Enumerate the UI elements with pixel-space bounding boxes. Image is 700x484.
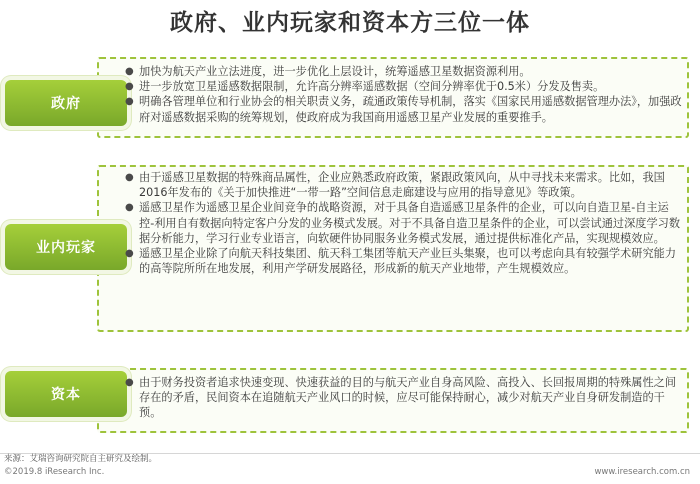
list-item: ● 由于财务投资者追求快速变现、快速获益的目的与航天产业自身高风险、高投入、长回报周期的特殊属性之间存在的矛盾，民间资本在追随航天产业风口的时候，应尽可能保持耐心，减少对航天产业自身研发制造的干预。: [125, 376, 677, 420]
list-item: ● 进一步放宽卫星遥感数据限制，允许高分辨率遥感数据（空间分辨率优于0.5米）分发及售卖。: [125, 80, 605, 94]
bullet-icon: ●: [125, 202, 134, 214]
list-item: ● 遥感卫星企业除了向航天科技集团、航天科工集团等航天产业巨头集聚，也可以考虑向具有较强学术研究能力的高等院所所在地发展，利用产学研发展路径，形成新的航天产业地带，产生规模效应。: [125, 247, 677, 276]
capital-label: 资本: [5, 371, 127, 417]
government-bullets: [125, 64, 683, 125]
bullet-icon: ●: [125, 248, 134, 260]
list-item: ● 明确各管理单位和行业协会的相关职责义务，疏通政策传导机制，落实《国家民用遥感数据管理办法》，加强政府对遥感数据采购的统筹规划，使政府成为我国商用遥感卫星产业发展的重要推手。: [125, 95, 682, 124]
bullet-icon: ●: [125, 81, 134, 93]
source-note: 来源：艾瑞咨询研究院自主研究及绘制。: [4, 454, 158, 464]
government-label: 政府: [5, 80, 127, 126]
bullet-icon: ●: [125, 96, 134, 108]
list-item: ● 加快为航天产业立法进度，进一步优化上层设计，统筹遥感卫星数据资源利用。: [125, 65, 531, 78]
industry-players-label: 业内玩家: [5, 224, 127, 270]
bullet-icon: ●: [125, 172, 134, 183]
capital-bullets: [125, 375, 683, 421]
website-link[interactable]: www.iresearch.com.cn: [594, 467, 690, 477]
bullet-icon: ●: [125, 66, 134, 77]
industry-players-bullets: [125, 170, 683, 276]
page-title: 政府、业内玩家和资本方三位一体: [170, 10, 530, 36]
list-item: ● 由于遥感卫星数据的特殊商品属性，企业应熟悉政府政策，紧跟政策风向，从中寻找未来需求。比如，我国2016年发布的《关于加快推进“一带一路”空间信息走廊建设与应用的指导意见》等政策。: [125, 171, 665, 200]
copyright: ©2019.8 iResearch Inc.: [4, 467, 105, 477]
bullet-icon: ●: [125, 377, 134, 388]
list-item: ● 遥感卫星作为遥感卫星企业间竞争的战略资源，对于具备自造遥感卫星条件的企业，可以向自造卫星-自主运控-利用自有数据向特定客户分发的业务模式发展。对于不具备自造卫星条件的企业，可以尝试通过深度学习数据分析能力，学习行业专业语言，向软硬件协同服务业务模式发展，通过提供标准化产品，实现规模效应。: [125, 201, 681, 245]
